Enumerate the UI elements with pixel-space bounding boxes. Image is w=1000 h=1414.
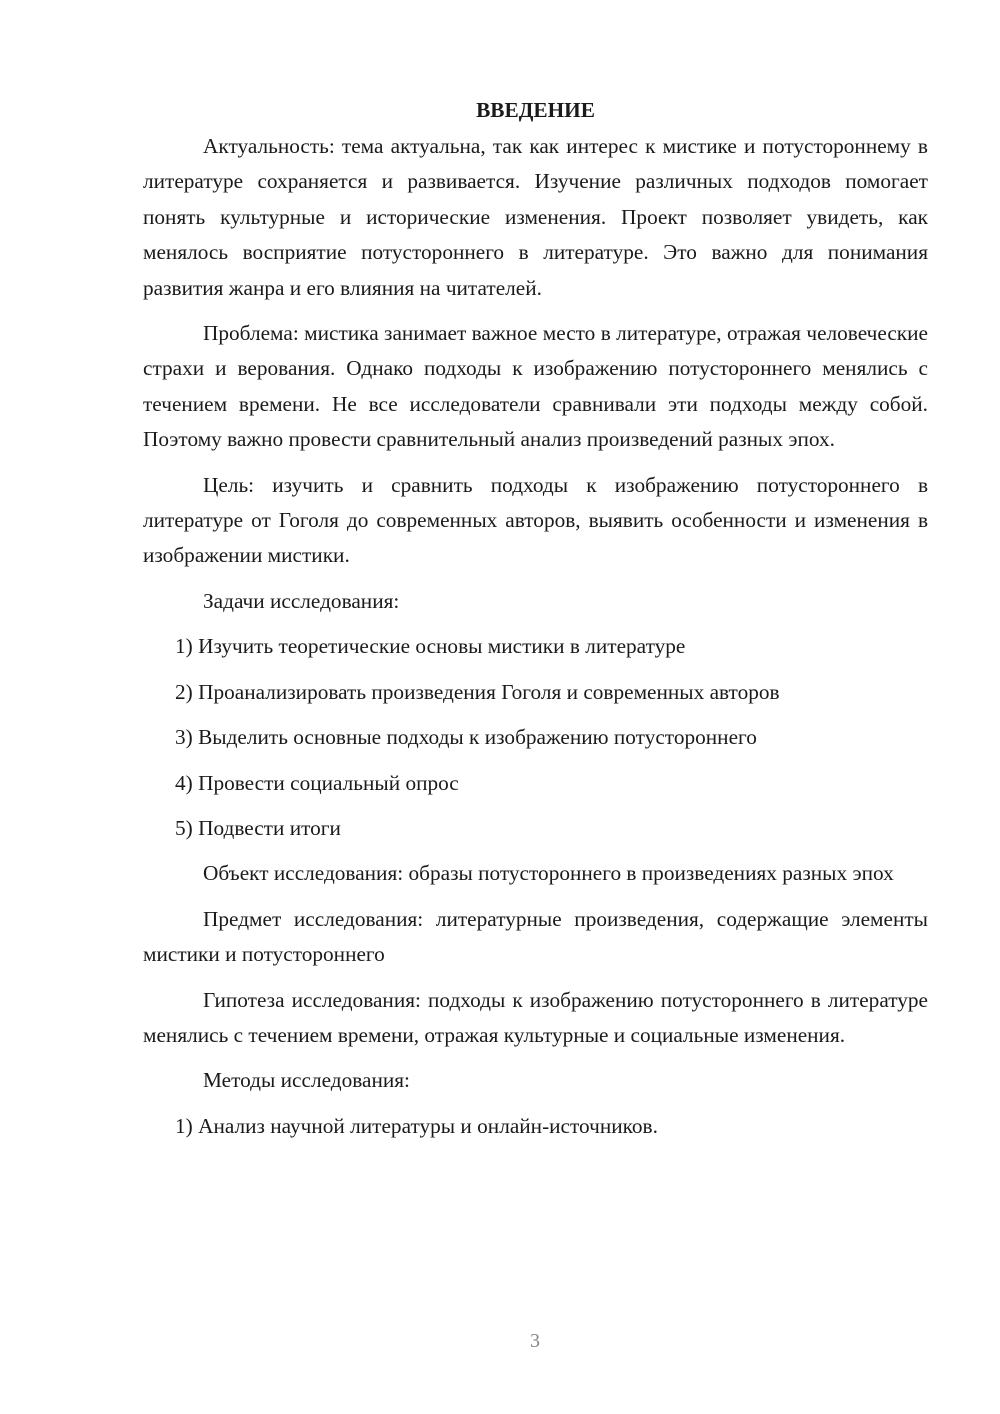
methods-list [143,1109,928,1144]
list-item: 1) Изучить теоретические основы мистики в литературе [175,634,686,659]
document-page [143,92,928,1154]
list-item: 3) Выделить основные подходы к изображению потустороннего [175,725,757,750]
tasks-list [143,629,928,846]
list-item: 1) Анализ научной литературы и онлайн-источников. [175,1113,658,1138]
page-number: 3 [530,1330,540,1352]
list-item: 4) Провести социальный опрос [175,770,459,795]
tasks-heading: Задачи исследования: [203,588,400,613]
hypothesis-paragraph: Гипотеза исследования: подходы к изображению потустороннего в литературе менялись с течением времени, отражая культурные и социальные изменения. [143,987,928,1047]
goal-paragraph: Цель: изучить и сравнить подходы к изображению потустороннего в литературе от Гоголя до современных авторов, выявить особенности и изменения в изображении мистики. [143,472,928,568]
object-paragraph: Объект исследования: образы потустороннего в произведениях разных эпох [203,861,894,886]
list-item: 5) Подвести итоги [175,815,341,840]
list-item: 2) Проанализировать произведения Гоголя и современных авторов [175,679,780,704]
document-title: ВВЕДЕНИЕ [476,98,595,122]
subject-paragraph: Предмет исследования: литературные произведения, содержащие элементы мистики и потустороннего [143,906,928,967]
relevance-paragraph: Актуальность: тема актуальна, так как интерес к мистике и потустороннему в литературе сохраняется и развивается. Изучение различных подходов помогает понять культурные и исторические изменения. Проект позволяет увидеть, как менялось восприятие потустороннего в литературе. Это важно для понимания развития жанра и его влияния на читателей. [143,134,928,300]
problem-paragraph: Проблема: мистика занимает важное место в литературе, отражая человеческие страхи и верования. Однако подходы к изображению потустороннего менялись с течением времени. Не все исследователи сравнивали эти подходы между собой. Поэтому важно провести сравнительный анализ произведений разных эпох. [143,321,928,452]
methods-heading: Методы исследования: [203,1068,410,1093]
